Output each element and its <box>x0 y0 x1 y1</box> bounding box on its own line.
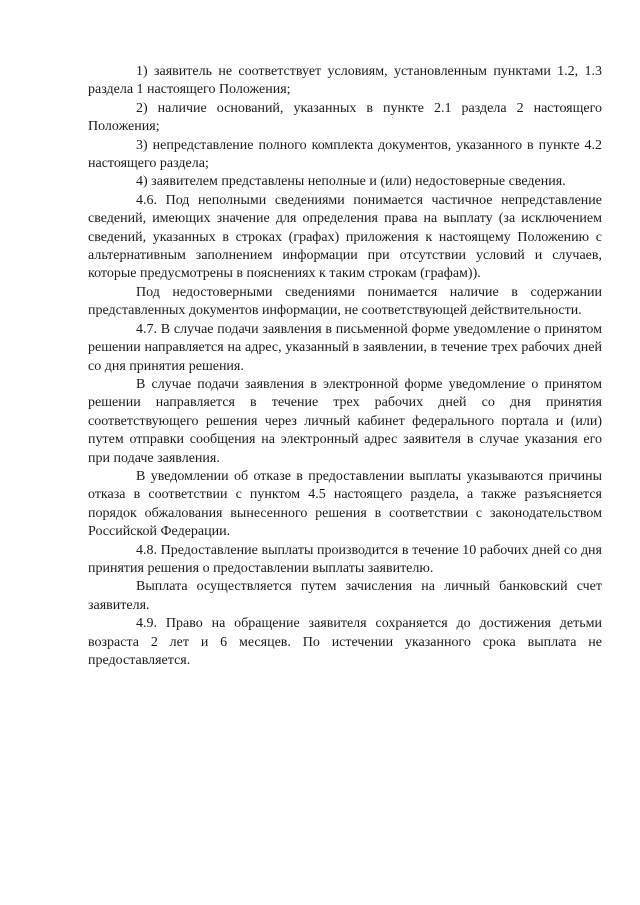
paragraph-item-1: 1) заявитель не соответствует условиям, установленным пунктами 1.2, 1.3 раздела 1 настоящего Положения; <box>88 64 602 98</box>
paragraph-4-7: 4.7. В случае подачи заявления в письменной форме уведомление о принятом решении направляется на адрес, указанный в заявлении, в течение трех рабочих дней со дня принятия решения. <box>88 321 602 374</box>
paragraph-item-3: 3) непредставление полного комплекта документов, указанного в пункте 4.2 настоящего раздела; <box>88 137 602 172</box>
paragraph-4-9: 4.9. Право на обращение заявителя сохраняется до достижения детьми возраста 2 лет и 6 месяцев. По истечении указанного срока выплата не предоставляется. <box>88 616 602 668</box>
paragraph-electronic-form: В случае подачи заявления в электронной форме уведомление о принятом решении направляется в течение трех рабочих дней со дня принятия соответствующего решения через личный кабинет федерального портала и (или) путем отправки сообщения на электронный адрес заявителя в случае указания его при подаче заявления. <box>88 376 602 466</box>
paragraph-4-8: 4.8. Предоставление выплаты производится в течение 10 рабочих дней со дня принятия решения о предоставлении выплаты заявителю. <box>88 542 602 576</box>
paragraph-unreliable-info: Под недостоверными сведениями понимается наличие в содержании представленных документов информации, не соответствующей действительности. <box>88 284 602 319</box>
document-page <box>88 63 602 670</box>
paragraph-4-6: 4.6. Под неполными сведениями понимается частичное непредставление сведений, имеющих значение для определения права на выплату (за исключением сведений, указанных в строках (графах) приложения к настоящему Положению с альтернативным заполнением информации при отсутствии условий и случаев, которые предусмотрены в пояснениях к таким строкам (графам)). <box>88 192 602 282</box>
paragraph-item-4: 4) заявителем представлены неполные и (или) недостоверные сведения. <box>136 174 566 190</box>
paragraph-refusal-notice: В уведомлении об отказе в предоставлении выплаты указываются причины отказа в соответствии с пунктом 4.5 настоящего раздела, а также разъясняется порядок обжалования вынесенного решения в соответствии с законодательством Российской Федерации. <box>88 468 602 540</box>
paragraph-payment-method: Выплата осуществляется путем зачисления на личный банковский счет заявителя. <box>88 579 602 613</box>
paragraph-item-2: 2) наличие оснований, указанных в пункте 2.1 раздела 2 настоящего Положения; <box>88 100 602 135</box>
